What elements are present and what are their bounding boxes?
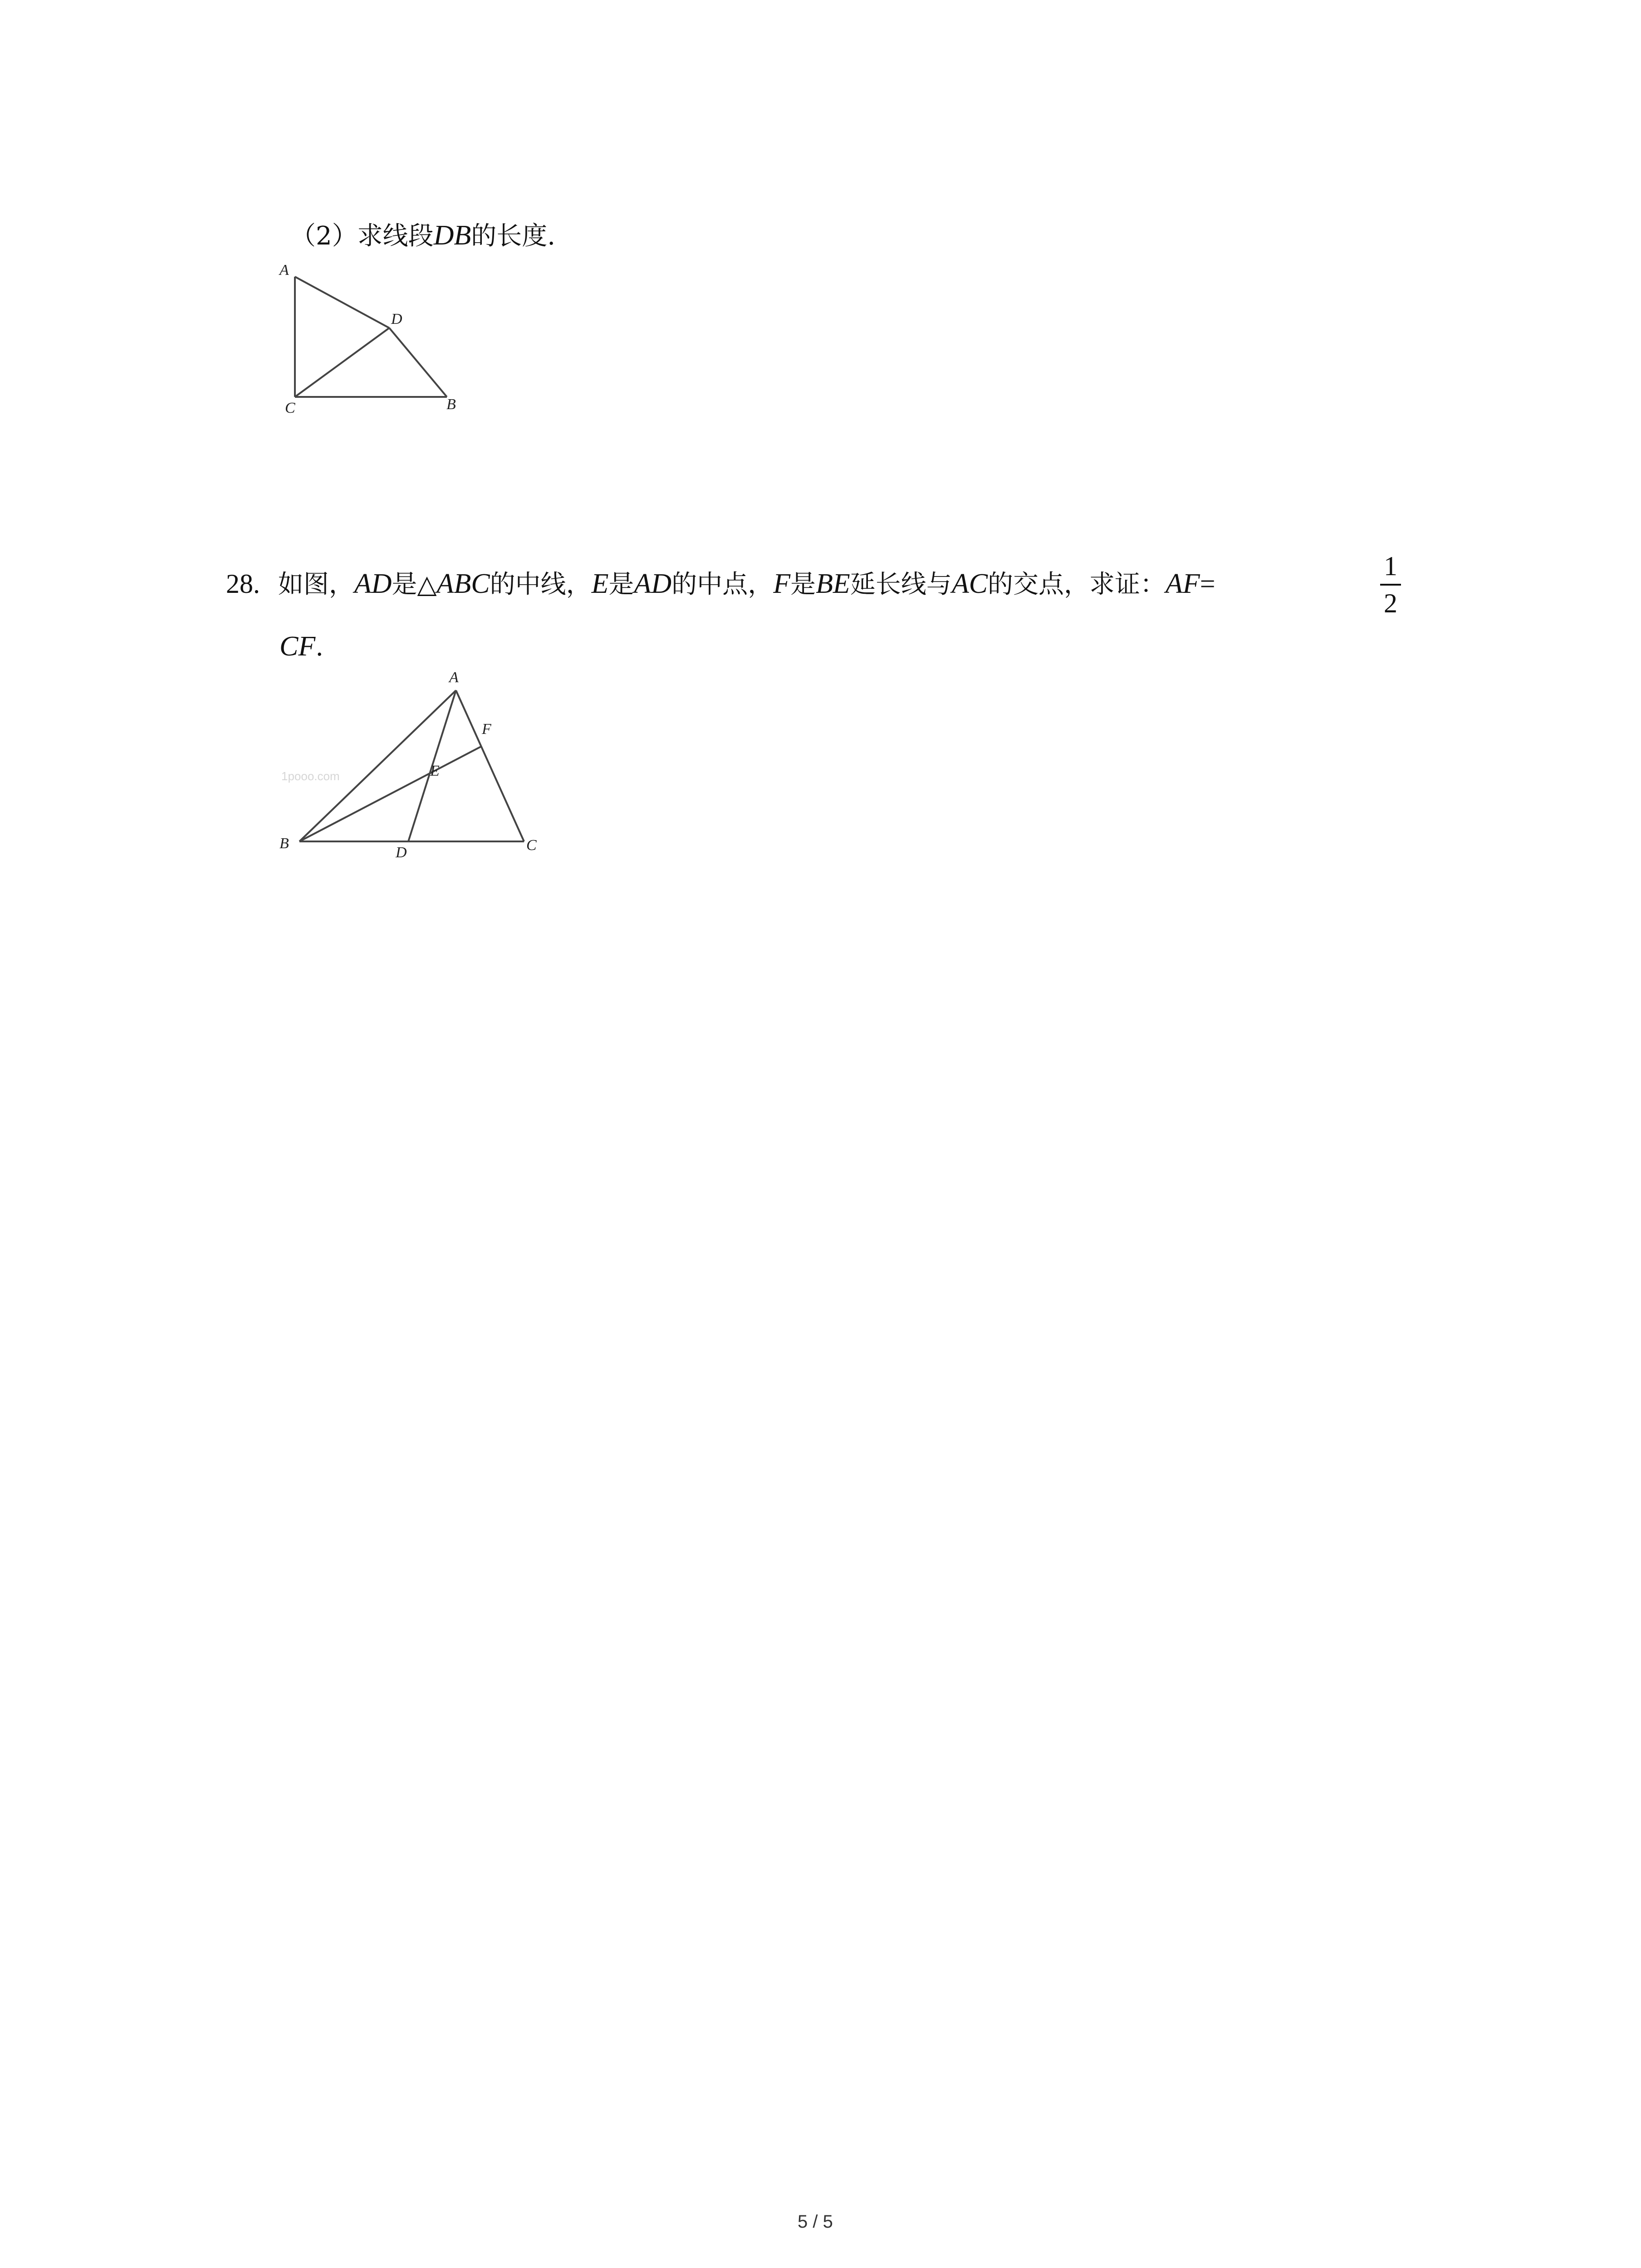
q28-fraction-bar: [1380, 584, 1401, 586]
fig2-label-c: C: [526, 837, 537, 854]
q28-var-abc: ABC: [436, 568, 490, 599]
q28-var-ac: AC: [951, 568, 988, 599]
part2-prefix: （2）求线段: [290, 221, 434, 251]
fig2-label-a: A: [449, 669, 459, 686]
q28-text-2: 是△: [392, 570, 437, 599]
q28-line-2-end: .: [315, 632, 324, 662]
q28-fraction-numerator: 1: [1384, 551, 1397, 581]
fig2-label-f: F: [482, 721, 491, 738]
fig2-label-e: E: [430, 763, 440, 779]
q28-text-7: 延长线与: [850, 570, 952, 599]
q28-text-6: 是: [790, 570, 816, 599]
page-number: 5 / 5: [798, 2212, 833, 2232]
q28-text-8: 的交点，求证：: [988, 570, 1166, 599]
fig2-watermark: 1pooo.com: [281, 769, 340, 783]
q28-var-be: BE: [816, 568, 850, 599]
q28-text-3: 的中线，: [490, 570, 592, 599]
fig1-label-c: C: [285, 400, 295, 416]
fig2-label-b: B: [279, 835, 289, 852]
q28-var-ad-2: AD: [634, 568, 672, 599]
fig1-segment-db: [389, 328, 447, 397]
fig1-segment-ad: [295, 277, 389, 328]
fig1-segment-cd: [295, 328, 389, 397]
fig2-segment-ac: [456, 690, 524, 841]
fig1-label-d: D: [391, 311, 402, 327]
q28-text-5: 的中点，: [671, 570, 774, 599]
fig2-segment-bf: [299, 747, 481, 841]
q28-line-1: [226, 570, 1215, 598]
fig1-label-b: B: [446, 396, 456, 413]
q28-equals: =: [1200, 569, 1215, 599]
q28-var-ad: AD: [354, 568, 392, 599]
figure-2-triangle: [272, 662, 563, 862]
q28-number: 28.: [226, 569, 260, 599]
q28-var-af: AF: [1166, 568, 1200, 599]
part2-suffix: 的长度.: [471, 221, 556, 251]
part2-question: [290, 221, 555, 249]
fig2-label-d: D: [396, 844, 407, 861]
q28-fraction-denominator: 2: [1384, 588, 1397, 618]
part2-segment: DB: [433, 220, 471, 251]
q28-var-e: E: [591, 568, 609, 599]
q28-text-1: 如图，: [278, 570, 354, 599]
q28-var-cf: CF: [279, 631, 316, 662]
q28-text-4: 是: [608, 570, 634, 599]
figure-1-triangle: [272, 254, 481, 422]
q28-line-2: [279, 632, 323, 660]
fig1-label-a: A: [279, 262, 289, 279]
q28-var-f: F: [773, 568, 791, 599]
